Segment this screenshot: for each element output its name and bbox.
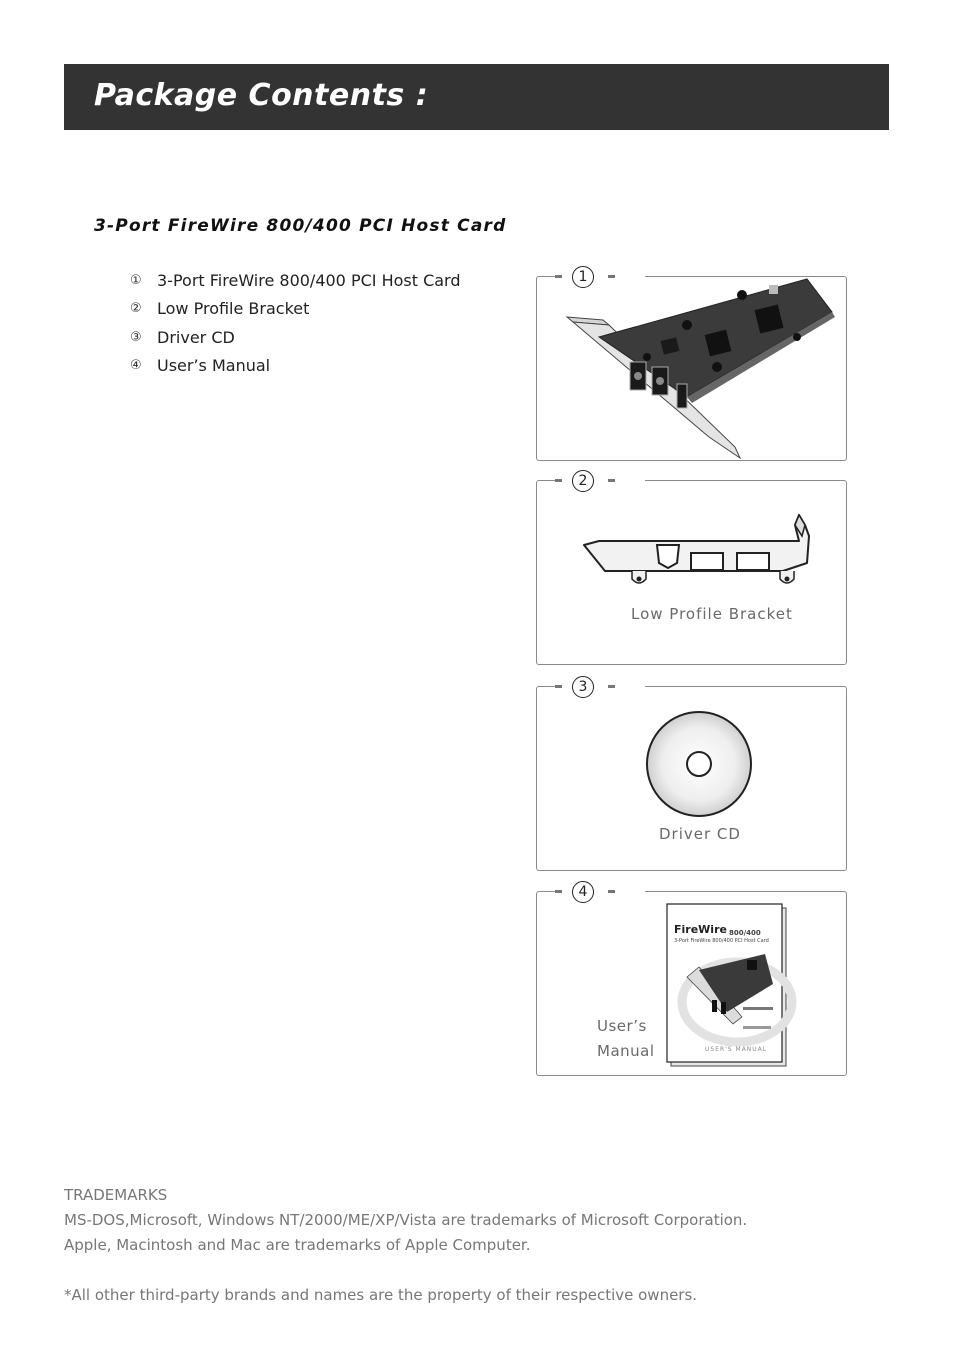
badge-number: 3 [572, 676, 594, 698]
pci-card-image [537, 277, 846, 460]
item-label: Low Profile Bracket [157, 299, 310, 319]
item-label: 3-Port FireWire 800/400 PCI Host Card [157, 270, 461, 290]
bracket-caption: Low Profile Bracket [631, 605, 793, 623]
cover-subtitle: 3-Port FireWire 800/400 PCI Host Card [674, 938, 769, 944]
item-number: ① [130, 272, 142, 288]
item-label: User’s Manual [157, 356, 271, 376]
list-item [130, 295, 461, 324]
cd-caption: Driver CD [659, 825, 741, 843]
manual-caption-line1: User’s [597, 1017, 647, 1035]
contents-list [130, 266, 461, 380]
list-item [130, 323, 461, 352]
badge-number: 4 [572, 881, 594, 903]
cover-model: 800/400 [729, 929, 761, 937]
header-bar [64, 64, 889, 130]
trademarks-note: *All other third-party brands and names are the property of their respective owners. [64, 1286, 698, 1304]
cover-brand: FireWire [674, 923, 727, 936]
list-item [130, 266, 461, 295]
item-number: ③ [130, 329, 142, 345]
manual-caption-line2: Manual [597, 1042, 655, 1060]
trademarks-line-1: MS-DOS,Microsoft, Windows NT/2000/ME/XP/Vista are trademarks of Microsoft Corporation. [64, 1211, 748, 1229]
badge-number: 2 [572, 470, 594, 492]
manual-cover-image [537, 892, 846, 1075]
cover-footer: USER'S MANUAL [705, 1046, 768, 1053]
bracket-image [537, 481, 846, 664]
product-title: 3-Port FireWire 800/400 PCI Host Card [94, 216, 507, 236]
badge-number: 1 [572, 266, 594, 288]
trademarks-heading: TRADEMARKS [64, 1186, 168, 1204]
item-label: Driver CD [157, 327, 235, 347]
cd-illustration-box [536, 679, 847, 871]
manual-illustration-box [536, 884, 847, 1076]
card-illustration-box [536, 269, 847, 461]
trademarks-section [64, 1183, 747, 1308]
item-number: ② [130, 301, 142, 317]
trademarks-line-2: Apple, Macintosh and Mac are trademarks of Apple Computer. [64, 1236, 531, 1254]
list-item [130, 352, 461, 381]
item-number: ④ [130, 358, 142, 374]
page-title: Package Contents : [94, 78, 429, 113]
bracket-illustration-box [536, 473, 847, 665]
